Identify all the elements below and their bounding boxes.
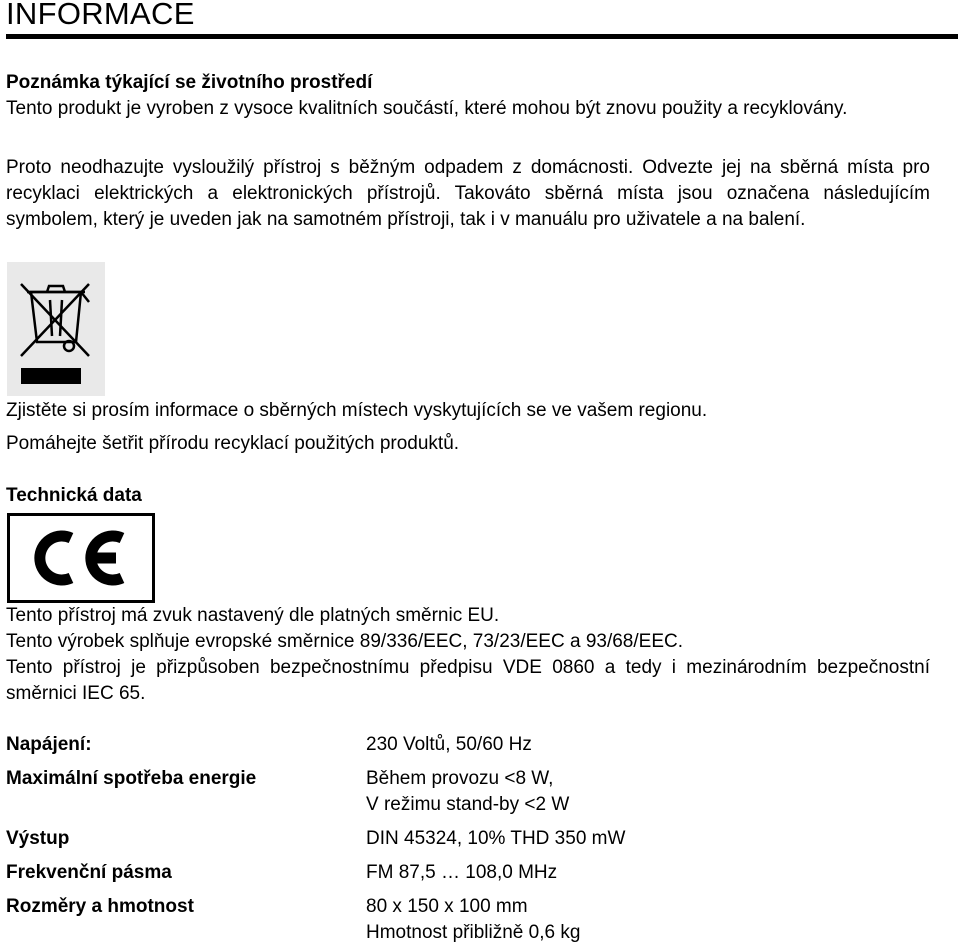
environment-paragraph-1: Tento produkt je vyroben z vysoce kvalitních součástí, které mohou být znovu použity a recyklovány. bbox=[6, 98, 848, 119]
spec-value-consumption: Během provozu <8 W, bbox=[366, 768, 554, 789]
page-title: INFORMACE bbox=[6, 0, 195, 31]
spec-label-dimensions: Rozměry a hmotnost bbox=[6, 896, 194, 917]
spec-value-output: DIN 45324, 10% THD 350 mW bbox=[366, 828, 626, 849]
spec-value-frequency: FM 87,5 … 108,0 MHz bbox=[366, 862, 558, 883]
technical-line-3: Tento přístroj je přizpůsoben bezpečnostnímu předpisu VDE 0860 a tedy i mezinárodním bezpečnostní směrnici IEC 65. bbox=[6, 657, 930, 704]
spec-label-output: Výstup bbox=[6, 828, 70, 849]
environment-paragraph-2: Proto neodhazujte vysloužilý přístroj s běžným odpadem z domácnosti. Odvezte jej na sběrná místa pro recyklaci elektrických a elektronických přístrojů. Takováto sběrná místa jsou označena následujícím symbolem, který je uveden jak na samotném přístroji, tak i v manuálu pro uživatele a na balení. bbox=[6, 157, 930, 230]
technical-line-2: Tento výrobek splňuje evropské směrnice 89/336/EEC, 73/23/EEC a 93/68/EEC. bbox=[6, 631, 683, 652]
spec-label-consumption: Maximální spotřeba energie bbox=[6, 768, 257, 789]
environment-paragraph-3: Zjistěte si prosím informace o sběrných místech vyskytujících se ve vašem regionu. bbox=[6, 400, 708, 421]
title-divider bbox=[6, 34, 958, 39]
spec-label-frequency: Frekvenční pásma bbox=[6, 862, 172, 883]
environment-heading: Poznámka týkající se životního prostředí bbox=[6, 72, 373, 93]
spec-label-power: Napájení: bbox=[6, 734, 92, 755]
technical-line-1: Tento přístroj má zvuk nastavený dle platných směrnic EU. bbox=[6, 605, 500, 626]
weee-bin-icon bbox=[7, 262, 105, 396]
spec-value-dimensions: 80 x 150 x 100 mm bbox=[366, 896, 528, 917]
spec-value-weight: Hmotnost přibližně 0,6 kg bbox=[366, 922, 581, 943]
spec-value-power: 230 Voltů, 50/60 Hz bbox=[366, 734, 532, 755]
environment-paragraph-4: Pomáhejte šetřit přírodu recyklací použitých produktů. bbox=[6, 433, 460, 454]
spec-value-consumption-standby: V režimu stand-by <2 W bbox=[366, 794, 570, 815]
ce-mark-icon bbox=[7, 513, 155, 603]
technical-heading: Technická data bbox=[6, 485, 142, 506]
